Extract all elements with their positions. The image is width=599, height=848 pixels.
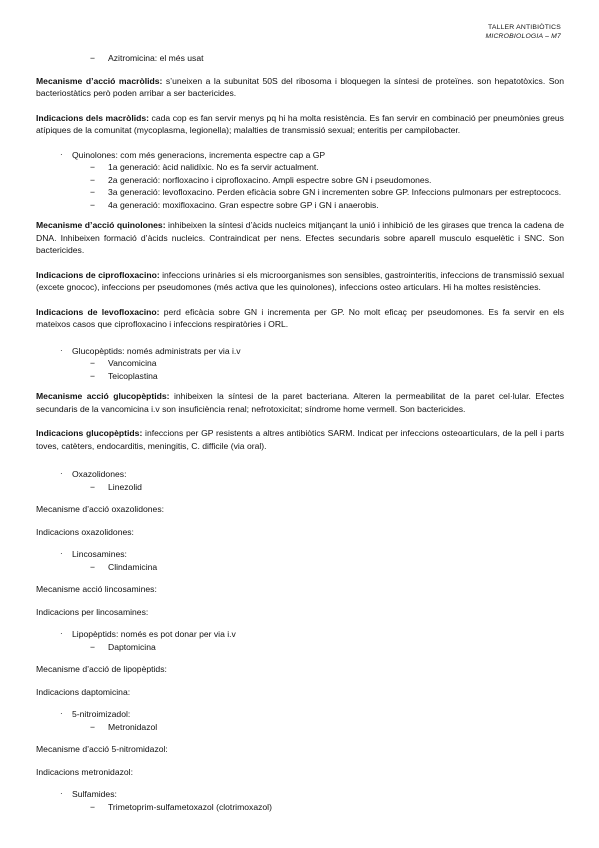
bullet-icon: · bbox=[60, 345, 63, 355]
header-subtitle: MICROBIOLOGIA – M7 bbox=[485, 33, 561, 40]
bullet-icon: · bbox=[60, 149, 63, 159]
header-title: TALLER ANTIBIÒTICS bbox=[488, 24, 561, 31]
section-heading-quinolones: · Quinolones: com més generacions, incrementa espectre cap a GP bbox=[60, 149, 326, 160]
dash-icon: − bbox=[90, 481, 96, 492]
bullet-icon: · bbox=[60, 709, 63, 718]
list-item: − Vancomicina bbox=[90, 358, 157, 368]
dash-icon: − bbox=[90, 162, 96, 172]
label-daptomicina-indications: Indicacions daptomicina: bbox=[36, 686, 131, 697]
section-heading-sulfamides: · Sulfamides: bbox=[60, 789, 117, 799]
list-item: − Trimetoprim-sulfametoxazol (clotrimoxazol) bbox=[90, 801, 272, 812]
dash-icon: − bbox=[90, 358, 96, 368]
paragraph-glucopeptids-indications: Indicacions glucopèptids: infeccions per GP resistents a altres antibiòtics SARM. Indicat per infeccions osteoarticulars, de la pell i parts toves, catèters, endocarditis, meningitis, C. difficile (via oral). bbox=[36, 428, 565, 451]
list-item: − Azitromicina: el més usat bbox=[90, 53, 204, 63]
section-heading-nitroimidazol: · 5-nitroimizadol: bbox=[60, 709, 131, 719]
section-heading-lincosamines: · Lincosamines: bbox=[60, 549, 127, 559]
list-item: − Linezolid bbox=[90, 481, 142, 492]
list-item: − Clindamicina bbox=[90, 561, 158, 572]
bullet-icon: · bbox=[60, 789, 63, 798]
paragraph-macrolids-mechanism: Mecanisme d’acció macròlids: s’uneixen a la subunitat 50S del ribosoma i bloquegen la síntesi de proteïnes. son hepatotòxics. Son bacteriostàtics però poden arribar a ser bactericides. bbox=[36, 75, 564, 98]
dash-icon: − bbox=[90, 801, 96, 812]
label-oxazolidones-mechanism: Mecanisme d’acció oxazolidones: bbox=[36, 504, 165, 514]
label-lipopeptids-mechanism: Mecanisme d’acció de lipopèptids: bbox=[36, 664, 167, 674]
label-oxazolidones-indications: Indicacions oxazolidones: bbox=[36, 526, 134, 537]
bullet-icon: · bbox=[60, 469, 63, 478]
label-lincosamines-mechanism: Mecanisme acció lincosamines: bbox=[36, 584, 157, 594]
paragraph-quinolones-mechanism: Mecanisme d’acció quinolones: inhibeixen la síntesi d’àcids nucleics mitjançant la unió i inhibició de les girases que trenca la cadena de DNA. Inhibeixen formació d’àcids nucleics. Contraindicat per nens. Efectes secundaris sobre aparell musculo esquelètic i SNC. Son bactericides. bbox=[36, 220, 564, 255]
dash-icon: − bbox=[90, 721, 96, 732]
list-item: − 4a generació: moxifloxacino. Gran espectre sobre GP i GN i anaerobis. bbox=[90, 199, 379, 210]
section-heading-glucopeptids: · Glucopèptids: només administrats per via i.v bbox=[60, 345, 241, 356]
list-item: − 1a generació: àcid nalidíxic. No es fa servir actualment. bbox=[90, 162, 319, 172]
list-item: − 2a generació: norfloxacino i ciprofloxacino. Ampli espectre sobre GN i pseudomones. bbox=[90, 174, 432, 185]
document-header bbox=[486, 23, 562, 41]
dash-icon: − bbox=[90, 199, 96, 210]
section-heading-oxazolidones: · Oxazolidones: bbox=[60, 469, 127, 479]
label-metronidazol-indications: Indicacions metronidazol: bbox=[36, 766, 133, 777]
list-item: − Teicoplastina bbox=[90, 370, 158, 381]
dash-icon: − bbox=[90, 370, 96, 381]
section-heading-lipopeptids: · Lipopèptids: només es pot donar per via i.v bbox=[60, 629, 236, 639]
paragraph-macrolids-indications: Indicacions dels macròlids: cada cop es fan servir menys pq hi ha molta resistència. Es fan servir en combinació per pneumònies greus atípiques de la comunitat (mycoplasma, legionella); malalties de transmissió sexual; enteritis per campilobacter. bbox=[36, 112, 564, 135]
document-body bbox=[36, 52, 564, 813]
list-item: − Daptomicina bbox=[90, 641, 156, 652]
dash-icon: − bbox=[90, 561, 96, 572]
list-item: − Metronidazol bbox=[90, 721, 158, 732]
dash-icon: − bbox=[90, 53, 96, 63]
label-lincosamines-indications: Indicacions per lincosamines: bbox=[36, 606, 149, 617]
dash-icon: − bbox=[90, 174, 96, 185]
paragraph-levofloxacino-indications: Indicacions de levofloxacino: perd eficàcia sobre GN i incrementa per GP. No molt eficaç per pseudomones. Es fa servir en els mateixos casos que ciprofloxacino i infeccions respiratòries i ORL. bbox=[36, 306, 564, 329]
bullet-icon: · bbox=[60, 629, 63, 638]
dash-icon: − bbox=[90, 641, 96, 652]
label-nitroimidazol-mechanism: Mecanisme d’acció 5-nitromidazol: bbox=[36, 744, 168, 754]
paragraph-ciprofloxacino-indications: Indicacions de ciprofloxacino: infeccions urinàries si els microorganismes son sensibles, gastrointeritis, infeccions de transmissió sexual (excete gnococ), infeccions per pseudomones (més activa que les quinolones), infeccions osteo articulars. Hi ha moltes resistències. bbox=[36, 269, 564, 292]
dash-icon: − bbox=[90, 187, 96, 197]
list-item: − 3a generació: levofloxacino. Perden eficàcia sobre GN i incrementen sobre GP. Infeccions pulmonars per estreptococs. bbox=[90, 187, 562, 197]
paragraph-glucopeptids-mechanism: Mecanisme acció glucopèptids: inhibeixen la síntesi de la paret bacteriana. Alteren la permeabilitat de la paret cel·lular. Efectes secundaris de la vancomicina i.v son insuficiència renal; nefrotoxicitat; síndrome home vermell. Son bactericides. bbox=[36, 391, 564, 414]
bullet-icon: · bbox=[60, 549, 63, 558]
